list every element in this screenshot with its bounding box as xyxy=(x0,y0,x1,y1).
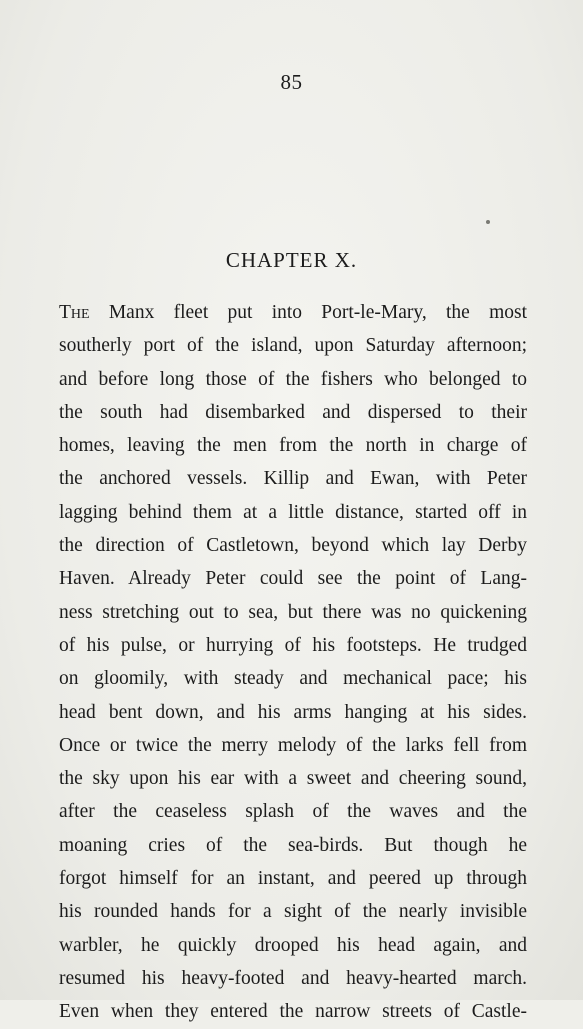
text-line: the south had disembarked and dispersed to their xyxy=(59,401,527,423)
text-line: resumed his heavy-footed and heavy-hearted march. xyxy=(59,967,527,989)
page-number: 85 xyxy=(280,70,303,94)
text-line: homes, leaving the men from the north in charge of xyxy=(59,435,527,457)
text-line: moaning cries of the sea-birds. But though he xyxy=(59,834,527,856)
text-line: Once or twice the merry melody of the larks fell from xyxy=(59,734,527,756)
text-line: ness stretching out to sea, but there was no quickening xyxy=(59,601,527,623)
text-line: head bent down, and his arms hanging at his sides. xyxy=(59,701,527,723)
text-line: the sky upon his ear with a sweet and cheering sound, xyxy=(59,768,527,790)
text-line: southerly port of the island, upon Saturday afternoon; xyxy=(59,335,527,357)
text-line: his rounded hands for a sight of the nearly invisible xyxy=(59,901,527,923)
text-line: lagging behind them at a little distance, started off in xyxy=(59,501,527,523)
chapter-title: CHAPTER X. xyxy=(225,248,358,272)
text-line: the anchored vessels. Killip and Ewan, with Peter xyxy=(59,468,527,490)
text-line: on gloomily, with steady and mechanical pace; his xyxy=(59,668,527,690)
ink-speck xyxy=(486,220,490,224)
text-line: and before long those of the fishers who belonged to xyxy=(59,368,527,390)
text-line: of his pulse, or hurrying of his footsteps. He trudged xyxy=(59,634,527,656)
text-line: Haven. Already Peter could see the point of Lang- xyxy=(59,568,527,590)
lead-word: The xyxy=(59,302,90,323)
text-line: Even when they entered the narrow streets of Castle- xyxy=(59,1001,527,1023)
chapter-body xyxy=(59,296,527,1029)
text-line: the direction of Castletown, beyond which lay Derby xyxy=(59,535,527,557)
text-line: forgot himself for an instant, and peered up through xyxy=(59,868,527,890)
text-line: The Manx fleet put into Port-le-Mary, the most xyxy=(59,302,527,323)
text-line: warbler, he quickly drooped his head again, and xyxy=(59,934,527,956)
text-line: after the ceaseless splash of the waves and the xyxy=(59,801,527,823)
